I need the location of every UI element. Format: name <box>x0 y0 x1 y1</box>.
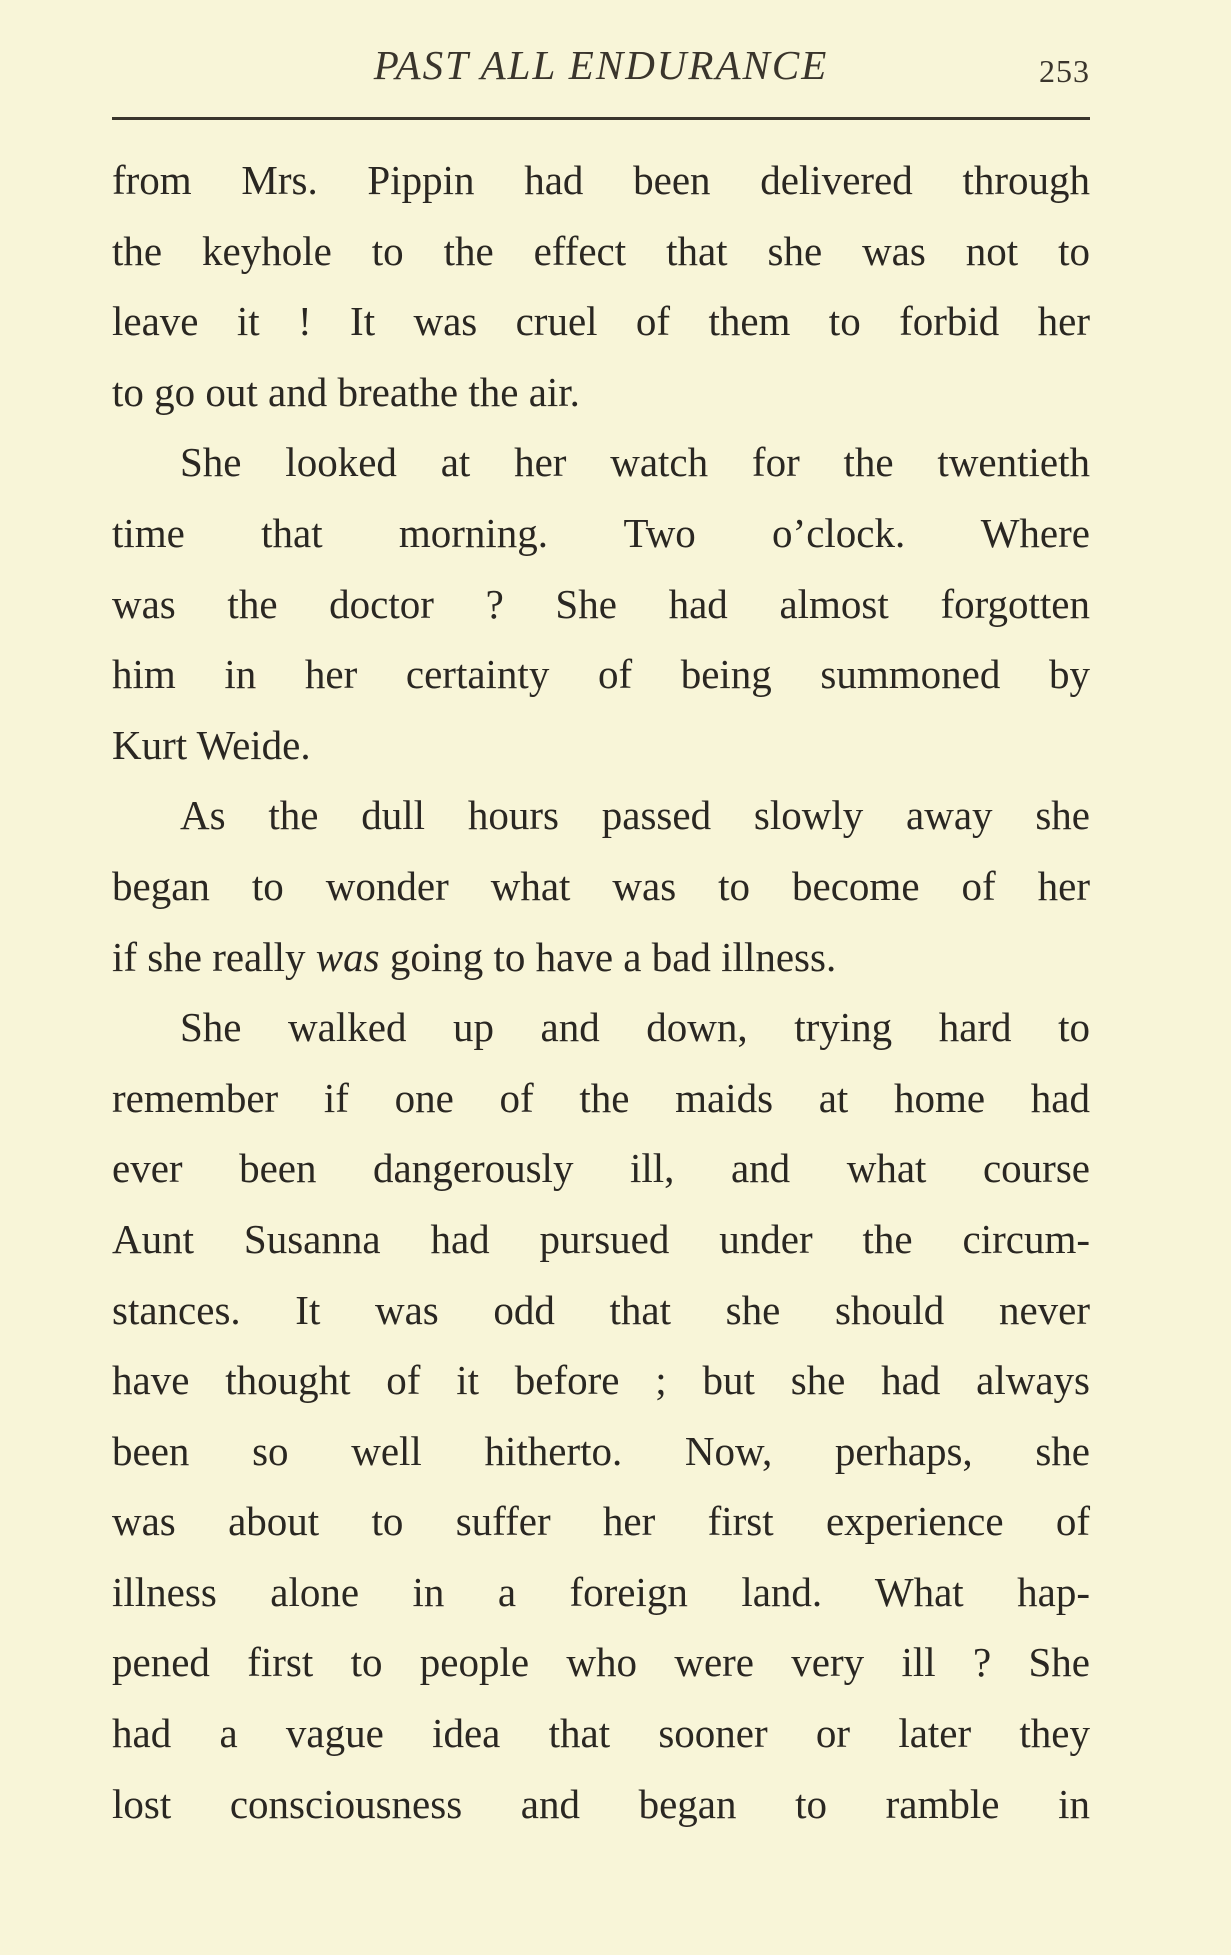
text-line: have thought of it before ; but she had always <box>112 1357 1090 1404</box>
text-line: to go out and breathe the air. <box>112 368 580 415</box>
page-number: 253 <box>1039 53 1090 89</box>
text-line: leave it ! It was cruel of them to forbid her <box>112 298 1090 345</box>
text-line: Aunt Susanna had pursued under the circum- <box>112 1215 1090 1262</box>
emphasized-word: was <box>315 933 380 980</box>
text-line: was about to suffer her first experience of <box>112 1498 1090 1545</box>
text-line: She looked at her watch for the twentieth <box>180 439 1090 486</box>
text-line-part: going to have a bad illness. <box>379 933 837 980</box>
text-line: pened first to people who were very ill ? She <box>112 1639 1090 1686</box>
running-head <box>112 40 1090 90</box>
text-line: from Mrs. Pippin had been delivered through <box>112 157 1090 203</box>
text-line: She walked up and down, trying hard to <box>180 1004 1090 1051</box>
body-text <box>112 145 1090 1839</box>
running-head-title: PAST ALL ENDURANCE <box>373 42 829 88</box>
text-line: Kurt Weide. <box>112 721 311 768</box>
text-line: stances. It was odd that she should never <box>112 1286 1090 1333</box>
text-line: the keyhole to the effect that she was not to <box>112 227 1090 274</box>
text-line: was the doctor ? She had almost forgotten <box>112 580 1090 627</box>
text-line: lost consciousness and began to ramble in <box>112 1780 1090 1827</box>
text-line: had a vague idea that sooner or later they <box>112 1710 1090 1757</box>
text-line <box>112 922 1090 993</box>
text-line: ever been dangerously ill, and what course <box>112 1145 1090 1192</box>
header-rule <box>112 117 1090 120</box>
text-line: began to wonder what was to become of her <box>112 862 1090 909</box>
text-line: remember if one of the maids at home had <box>112 1074 1090 1121</box>
text-line: illness alone in a foreign land. What hap- <box>112 1568 1090 1615</box>
text-line: time that morning. Two o’clock. Where <box>112 509 1090 556</box>
text-line: been so well hitherto. Now, perhaps, she <box>112 1427 1090 1474</box>
text-line: him in her certainty of being summoned by <box>112 651 1090 698</box>
text-line: As the dull hours passed slowly away she <box>180 792 1090 839</box>
text-line-part: if she really <box>112 933 316 980</box>
